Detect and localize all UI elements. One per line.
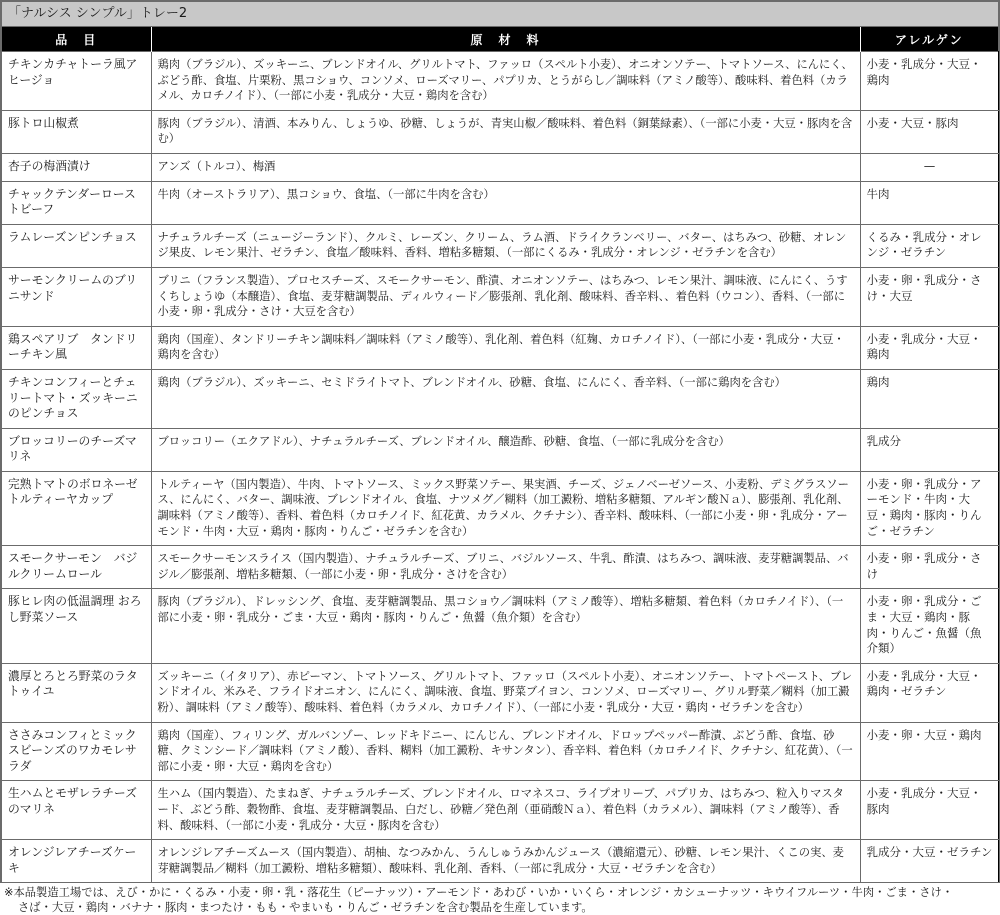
table-row: [2, 369, 998, 428]
ingredients-text: 鶏肉（ブラジル）、ズッキーニ、セミドライトマト、ブレンドオイル、砂糖、食塩、にんにく、香辛料、（一部に鶏肉を含む）: [151, 369, 860, 428]
ingredients-text: アンズ（トルコ）、梅酒: [151, 153, 860, 181]
product-name: 鶏スペアリブ タンドリーチキン風: [2, 326, 151, 369]
ingredients-text: スモークサーモンスライス（国内製造）、ナチュラルチーズ、ブリニ、バジルソース、牛乳、酢漬、はちみつ、調味液、麦芽糖調製品、バジル／膨張剤、増粘多糖類、（一部に小麦・卵・乳成分・さけを含む）: [151, 546, 860, 589]
product-name: ささみコンフィとミックスビーンズのワカモレサラダ: [2, 722, 151, 781]
allergen-text: 小麦・乳成分・大豆・鶏肉・ゼラチン: [860, 663, 998, 722]
ingredients-text: オレンジレアチーズムース（国内製造）、胡柚、なつみかん、うんしゅうみかんジュース（濃縮還元）、砂糖、レモン果汁、くこの実、麦芽糖調製品／糊料（加工澱粉、増粘多糖類）、酸味料、乳化剤、香料、（一部に乳成分・大豆・ゼラチンを含む）: [151, 840, 860, 883]
allergen-text: 乳成分: [860, 428, 998, 471]
ingredients-text: トルティーヤ（国内製造）、牛肉、トマトソース、ミックス野菜ソテー、果実酒、チーズ、ジェノベーゼソース、小麦粉、デミグラスソース、にんにく、バター、調味液、ブレンドオイル、食塩、ナツメグ／糊料（加工澱粉、増粘多糖類、アルギン酸Ｎａ）、膨張剤、乳化剤、調味料（アミノ酸等）、香料、着色料（カロチノイド、紅花黄、カラメル、クチナシ）、香辛料、酸味料、（一部に小麦・卵・乳成分・アーモンド・牛肉・大豆・鶏肉・豚肉・りんご・ゼラチンを含む）: [151, 471, 860, 545]
product-name: ブロッコリーのチーズマリネ: [2, 428, 151, 471]
ingredients-text: 豚肉（ブラジル）、ドレッシング、食塩、麦芽糖調製品、黒コショウ／調味料（アミノ酸等）、増粘多糖類、着色料（カロチノイド）、（一部に小麦・卵・乳成分・ごま・大豆・鶏肉・豚肉・りんご・魚醤（魚介類）を含む）: [151, 589, 860, 663]
table-row: [2, 722, 998, 781]
table-row: [2, 326, 998, 369]
allergen-text: 小麦・卵・乳成分・さけ: [860, 546, 998, 589]
product-name: サーモンクリームのブリニサンド: [2, 267, 151, 326]
footnote-line-1: ※本品製造工場では、えび・かに・くるみ・小麦・卵・乳・落花生（ピーナッツ）・アーモンド・あわび・いか・いくら・オレンジ・カシューナッツ・キウイフルーツ・牛肉・ごま・さけ・: [4, 886, 954, 900]
table-row: [2, 428, 998, 471]
ingredients-text: ブリニ（フランス製造）、プロセスチーズ、スモークサーモン、酢漬、オニオンソテー、はちみつ、レモン果汁、調味液、にんにく、うすくちしょうゆ（本醸造）、食塩、麦芽糖調製品、ディルウィード／膨張剤、乳化剤、酸味料、香辛料、、着色料（ウコン）、香料、（一部に小麦・卵・乳成分・さけ・大豆を含む）: [151, 267, 860, 326]
table-row: [2, 153, 998, 181]
product-name: 濃厚とろとろ野菜のラタトゥイユ: [2, 663, 151, 722]
product-name: 豚ヒレ肉の低温調理 おろし野菜ソース: [2, 589, 151, 663]
table-row: [2, 52, 998, 111]
allergen-text: 小麦・卵・乳成分・ごま・大豆・鶏肉・豚肉・りんご・魚醤（魚介類）: [860, 589, 998, 663]
factory-footnote: [0, 883, 1000, 915]
product-name: オレンジレアチーズケーキ: [2, 840, 151, 883]
product-name: 生ハムとモザレラチーズのマリネ: [2, 781, 151, 840]
table-row: [2, 224, 998, 267]
allergen-text: 小麦・卵・大豆・鶏肉: [860, 722, 998, 781]
ingredients-text: ズッキーニ（イタリア）、赤ピーマン、トマトソース、グリルトマト、ファッロ（スペルト小麦）、オニオンソテー、トマトペースト、ブレンドオイル、米みそ、フライドオニオン、にんにく、調味液、食塩、野菜ブイヨン、コンソメ、ローズマリー、グリル野菜／糊料（加工澱粉）、調味料（アミノ酸等）、酸味料、着色料（カラメル、カロチノイド）、（一部に小麦・乳成分・大豆・鶏肉・ゼラチンを含む）: [151, 663, 860, 722]
allergen-text: 鶏肉: [860, 369, 998, 428]
ingredients-text: 豚肉（ブラジル）、清酒、本みりん、しょうゆ、砂糖、しょうが、青実山椒／酸味料、着色料（銅葉緑素）、（一部に小麦・大豆・豚肉を含む）: [151, 110, 860, 153]
allergen-text: 牛肉: [860, 181, 998, 224]
table-row: [2, 546, 998, 589]
table-row: [2, 840, 998, 883]
table-row: [2, 181, 998, 224]
product-name: 豚トロ山椒煮: [2, 110, 151, 153]
product-name: 杏子の梅酒漬け: [2, 153, 151, 181]
product-name: ラムレーズンピンチョス: [2, 224, 151, 267]
sheet-title: 「ナルシス シンプル」トレー2: [2, 2, 998, 27]
allergen-text: 小麦・乳成分・大豆・鶏肉: [860, 326, 998, 369]
product-name: チャックテンダーローストビーフ: [2, 181, 151, 224]
ingredients-text: 生ハム（国内製造）、たまねぎ、ナチュラルチーズ、ブレンドオイル、ロマネスコ、ライプオリーブ、パプリカ、はちみつ、粒入りマスタード、ぶどう酢、穀物酢、食塩、麦芽糖調製品、白だし、砂糖／発色剤（亜硝酸Ｎａ）、着色料（カラメル）、調味料（アミノ酸等）、香料、酸味料、（一部に小麦・乳成分・大豆・豚肉を含む）: [151, 781, 860, 840]
allergen-text: 小麦・乳成分・大豆・鶏肉: [860, 52, 998, 111]
ingredients-text: ナチュラルチーズ（ニュージーランド）、クルミ、レーズン、クリーム、ラム酒、ドライクランベリー、バター、はちみつ、砂糖、オレンジ果皮、レモン果汁、ゼラチン、食塩／酸味料、香料、増粘多糖類、（一部にくるみ・乳成分・オレンジ・ゼラチンを含む）: [151, 224, 860, 267]
allergen-text: 小麦・卵・乳成分・さけ・大豆: [860, 267, 998, 326]
ingredients-text: 牛肉（オーストラリア）、黒コショウ、食塩、（一部に牛肉を含む）: [151, 181, 860, 224]
ingredient-table: [2, 27, 999, 883]
allergen-text: —: [860, 153, 998, 181]
ingredients-text: 鶏肉（国産）、フィリング、ガルバンゾー、レッドキドニー、にんじん、ブレンドオイル、ドロップペッパー酢漬、ぶどう酢、食塩、砂糖、クミンシード／調味料（アミノ酸）、香料、糊料（加工澱粉、キサンタン）、香辛料、着色料（カロチノイド、クチナシ、紅花黄）、（一部に小麦・卵・大豆・鶏肉を含む）: [151, 722, 860, 781]
ingredients-text: 鶏肉（国産）、タンドリーチキン調味料／調味料（アミノ酸等）、乳化剤、着色料（紅麹、カロチノイド）、（一部に小麦・乳成分・大豆・鶏肉を含む）: [151, 326, 860, 369]
allergen-text: くるみ・乳成分・オレンジ・ゼラチン: [860, 224, 998, 267]
table-header-row: [2, 27, 998, 52]
allergen-text: 乳成分・大豆・ゼラチン: [860, 840, 998, 883]
header-product: 品 目: [2, 27, 151, 52]
ingredients-text: 鶏肉（ブラジル）、ズッキーニ、ブレンドオイル、グリルトマト、ファッロ（スペルト小麦）、オニオンソテー、トマトソース、にんにく、ぶどう酢、食塩、片栗粉、黒コショウ、コンソメ、ローズマリー、パプリカ、とうがらし／調味料（アミノ酸等）、酸味料、着色料（カラメル、カロチノイド）、（一部に小麦・乳成分・大豆・鶏肉を含む）: [151, 52, 860, 111]
footnote-line-2: さば・大豆・鶏肉・バナナ・豚肉・まつたけ・もも・やまいも・りんご・ゼラチンを含む製品を生産しています。: [18, 901, 593, 915]
product-name: チキンカチャトーラ風アヒージョ: [2, 52, 151, 111]
allergen-text: 小麦・乳成分・大豆・豚肉: [860, 781, 998, 840]
table-row: [2, 781, 998, 840]
table-row: [2, 663, 998, 722]
allergen-text: 小麦・大豆・豚肉: [860, 110, 998, 153]
table-row: [2, 471, 998, 545]
table-row: [2, 110, 998, 153]
table-row: [2, 267, 998, 326]
header-allergen: アレルゲン: [860, 27, 998, 52]
product-name: スモークサーモン バジルクリームロール: [2, 546, 151, 589]
ingredients-text: ブロッコリー（エクアドル）、ナチュラルチーズ、ブレンドオイル、醸造酢、砂糖、食塩、（一部に乳成分を含む）: [151, 428, 860, 471]
table-row: [2, 589, 998, 663]
product-name: チキンコンフィーとチェリートマト・ズッキーニのピンチョス: [2, 369, 151, 428]
product-name: 完熟トマトのボロネーゼ トルティーヤカップ: [2, 471, 151, 545]
allergen-text: 小麦・卵・乳成分・アーモンド・牛肉・大豆・鶏肉・豚肉・りんご・ゼラチン: [860, 471, 998, 545]
header-ingredients: 原 材 料: [151, 27, 860, 52]
